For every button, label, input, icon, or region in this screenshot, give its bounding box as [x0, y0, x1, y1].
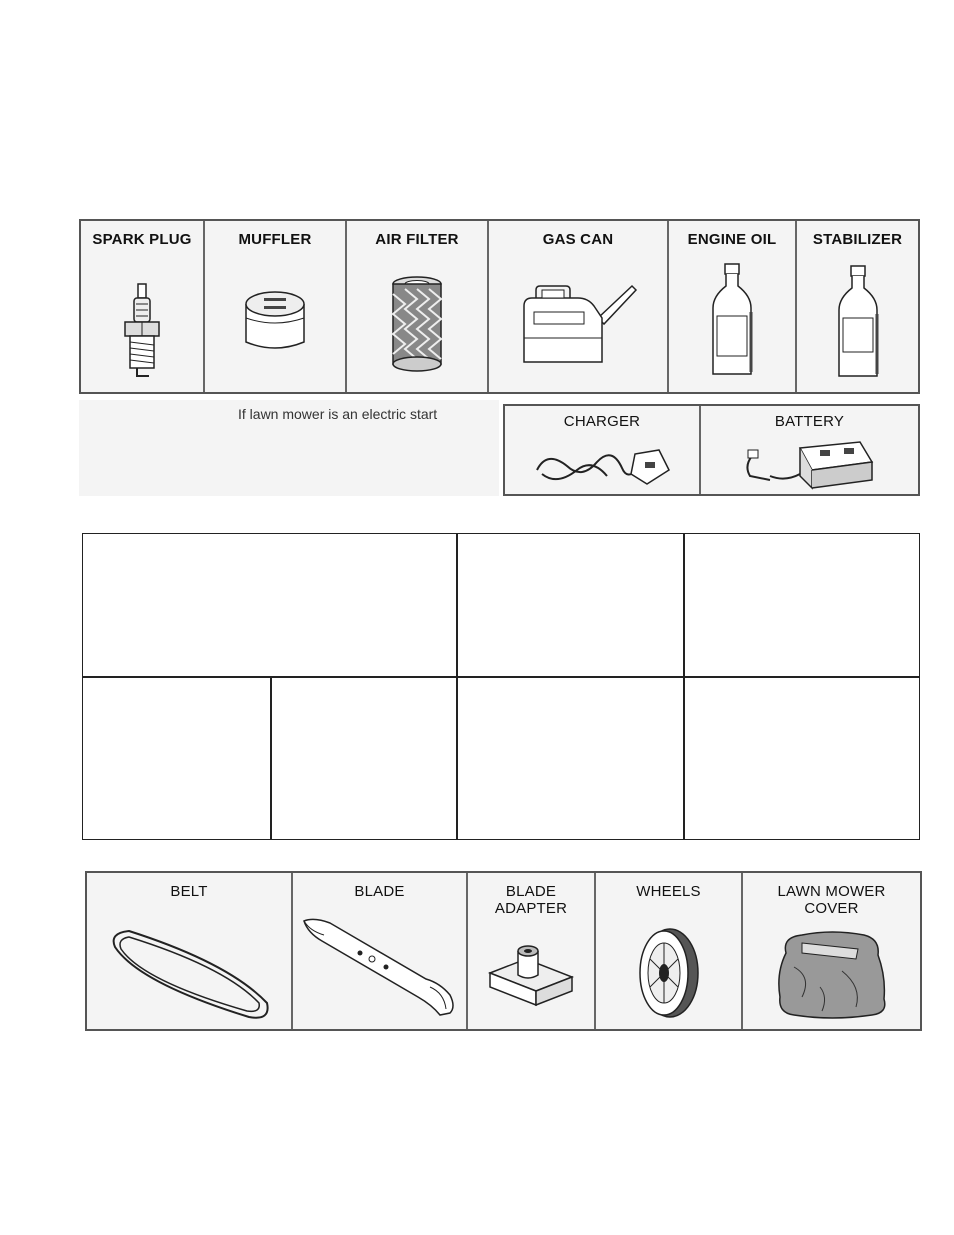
spark-plug-icon [117, 282, 167, 382]
part-blade [293, 873, 468, 1029]
part-label: BLADE ADAPTER [494, 883, 568, 917]
part-label: WHEELS [636, 883, 701, 900]
charger-icon [527, 440, 677, 490]
part-label: MUFFLER [238, 231, 312, 248]
belt-icon [99, 923, 279, 1023]
part-wheels [596, 873, 743, 1029]
blade-adapter-icon [486, 943, 576, 1007]
muffler-icon [240, 284, 310, 356]
air-filter-icon [387, 274, 447, 374]
grid-divider [270, 676, 272, 839]
part-label: AIR FILTER [375, 231, 459, 248]
part-label: ENGINE OIL [687, 231, 777, 248]
oil-bottle-icon [707, 262, 757, 380]
parts-row-bottom [85, 871, 922, 1031]
part-air-filter [347, 221, 489, 392]
part-belt [87, 873, 293, 1029]
grid-divider [83, 676, 919, 678]
stabilizer-bottle-icon [833, 264, 883, 382]
wheel-icon [634, 923, 704, 1023]
part-label: LAWN MOWER COVER [777, 883, 886, 917]
part-label: STABILIZER [812, 231, 903, 248]
part-gas-can [489, 221, 669, 392]
part-lawn-mower-cover [743, 873, 920, 1029]
blank-parts-grid [82, 533, 920, 840]
part-charger [505, 406, 701, 494]
part-muffler [205, 221, 347, 392]
mower-cover-icon [772, 927, 892, 1021]
parts-row-electric [503, 404, 920, 496]
part-stabilizer [797, 221, 918, 392]
part-label: GAS CAN [542, 231, 614, 248]
part-label: CHARGER [563, 413, 641, 430]
part-label: SPARK PLUG [92, 231, 192, 248]
gas-can-icon [518, 278, 638, 368]
grid-divider [456, 534, 458, 839]
grid-divider [683, 534, 685, 839]
blade-icon [300, 913, 460, 1023]
part-label: BATTERY [774, 413, 845, 430]
part-label: BELT [170, 883, 208, 900]
part-engine-oil [669, 221, 797, 392]
battery-icon [740, 436, 880, 490]
part-spark-plug [81, 221, 205, 392]
electric-start-note: If lawn mower is an electric start [238, 406, 438, 422]
part-blade-adapter [468, 873, 596, 1029]
part-label: BLADE [354, 883, 405, 900]
parts-row-top [79, 219, 920, 394]
part-battery [701, 406, 918, 494]
